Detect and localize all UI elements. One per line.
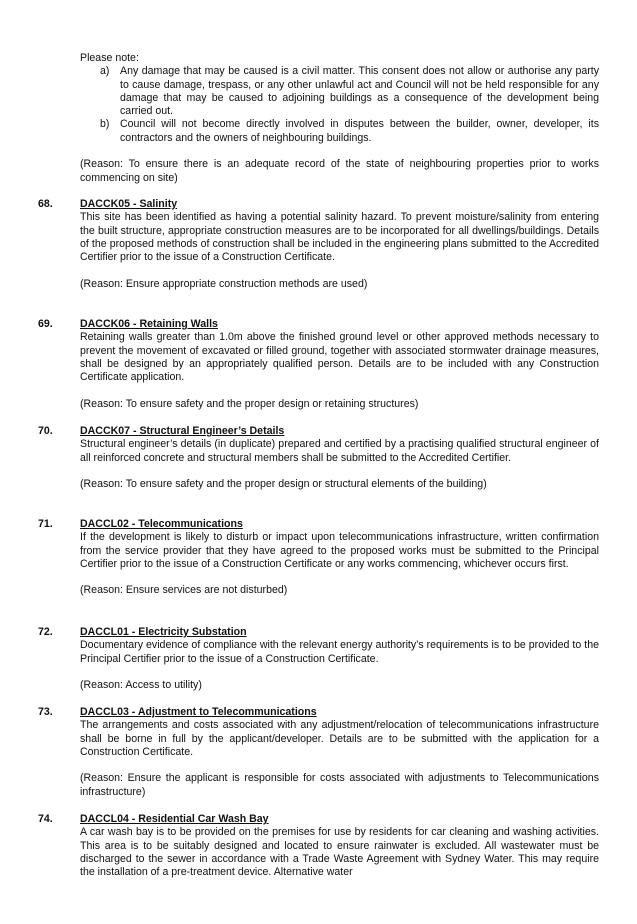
note-marker: a) xyxy=(100,65,110,78)
condition-number: 73. xyxy=(38,706,53,718)
condition-text: The arrangements and costs associated with any adjustment/relocation of telecommunications infrastructure shall be borne in full by the applicant/developer. Details are to be submitted with the application for a Construction Certificate. xyxy=(80,719,599,758)
condition-body xyxy=(80,318,599,411)
condition-number: 68. xyxy=(38,198,53,210)
condition-heading: DACCK05 - Salinity xyxy=(80,198,178,210)
notes-list xyxy=(80,65,599,145)
condition-reason: (Reason: Ensure the applicant is responsible for costs associated with adjustments to Telecommunications infrastructure) xyxy=(80,772,599,798)
please-note-label: Please note: xyxy=(80,52,139,64)
condition-body xyxy=(80,706,599,799)
condition-heading: DACCK07 - Structural Engineer’s Details xyxy=(80,425,285,437)
intro-section xyxy=(80,52,599,185)
condition-text: If the development is likely to disturb or impact upon telecommunications infrastructure, written confirmation from the service provider that they have agreed to the proposed works must be submitted to the Principal Certifier prior to the issue of a Construction Certificate or any works commencing, whichever occurs first. xyxy=(80,531,599,570)
condition-heading: DACCL01 - Electricity Substation xyxy=(80,626,247,638)
condition-number: 71. xyxy=(38,518,53,530)
condition-number: 72. xyxy=(38,626,53,638)
condition-text: A car wash bay is to be provided on the premises for use by residents for car cleaning and washing activities. This area is to be suitably designed and located to ensure rainwater is excluded. All wastewater must be discharged to the sewer in accordance with a Trade Waste Agreement with Sydney Water. This may require the installation of a pre-treatment device. Alternative water xyxy=(80,826,599,879)
note-item xyxy=(100,118,599,145)
note-text: Any damage that may be caused is a civil matter. This consent does not allow or authorise any party to cause damage, trespass, or any other unlawful act and Council will not be held responsible for any damage that may be caused to adjoining buildings as a consequence of the development being carried out. xyxy=(120,65,599,118)
condition-reason: (Reason: Ensure services are not disturbed) xyxy=(80,584,288,597)
condition-number: 70. xyxy=(38,425,53,437)
condition-heading: DACCL02 - Telecommunications xyxy=(80,518,243,530)
intro-reason: (Reason: To ensure there is an adequate record of the state of neighbouring properties prior to works commencing on site) xyxy=(80,158,599,184)
condition-text: Structural engineer’s details (in duplicate) prepared and certified by a practising qualified structural engineer of all reinforced concrete and structural members shall be submitted to the Accredited Certifier. xyxy=(80,438,599,464)
condition-reason: (Reason: Access to utility) xyxy=(80,679,202,692)
condition-body xyxy=(80,425,599,491)
condition-text: This site has been identified as having a potential salinity hazard. To prevent moisture/salinity from entering the built structure, appropriate construction measures are to be incorporated for all dwellings/buildings. Details of the proposed methods of construction shall be included in the engineering plans submitted to the Accredited Certifier prior to the issue of a Construction Certificate. xyxy=(80,211,599,264)
condition-body xyxy=(80,626,599,692)
note-item xyxy=(100,65,599,118)
condition-number: 74. xyxy=(38,813,53,825)
condition-body xyxy=(80,198,599,291)
condition-text: Documentary evidence of compliance with the relevant energy authority’s requirements is to be provided to the Principal Certifier prior to the issue of a Construction Certificate. xyxy=(80,639,599,665)
condition-body xyxy=(80,518,599,598)
condition-number: 69. xyxy=(38,318,53,330)
condition-heading: DACCL04 - Residential Car Wash Bay xyxy=(80,813,269,825)
note-marker: b) xyxy=(100,118,110,131)
condition-reason: (Reason: To ensure safety and the proper design or structural elements of the building) xyxy=(80,478,487,491)
condition-reason: (Reason: To ensure safety and the proper design or retaining structures) xyxy=(80,397,419,410)
condition-heading: DACCL03 - Adjustment to Telecommunications xyxy=(80,706,317,718)
condition-body xyxy=(80,813,599,879)
condition-heading: DACCK06 - Retaining Walls xyxy=(80,318,218,330)
condition-reason: (Reason: Ensure appropriate construction methods are used) xyxy=(80,277,368,290)
condition-text: Retaining walls greater than 1.0m above the finished ground level or other approved methods necessary to prevent the movement of excavated or filled ground, together with associated stormwater drainage measures, shall be designed by an appropriately qualified person. Details are to be included with any Construction Certificate application. xyxy=(80,331,599,384)
note-text: Council will not become directly involved in disputes between the builder, owner, developer, its contractors and the owners of neighbouring buildings. xyxy=(120,118,599,144)
